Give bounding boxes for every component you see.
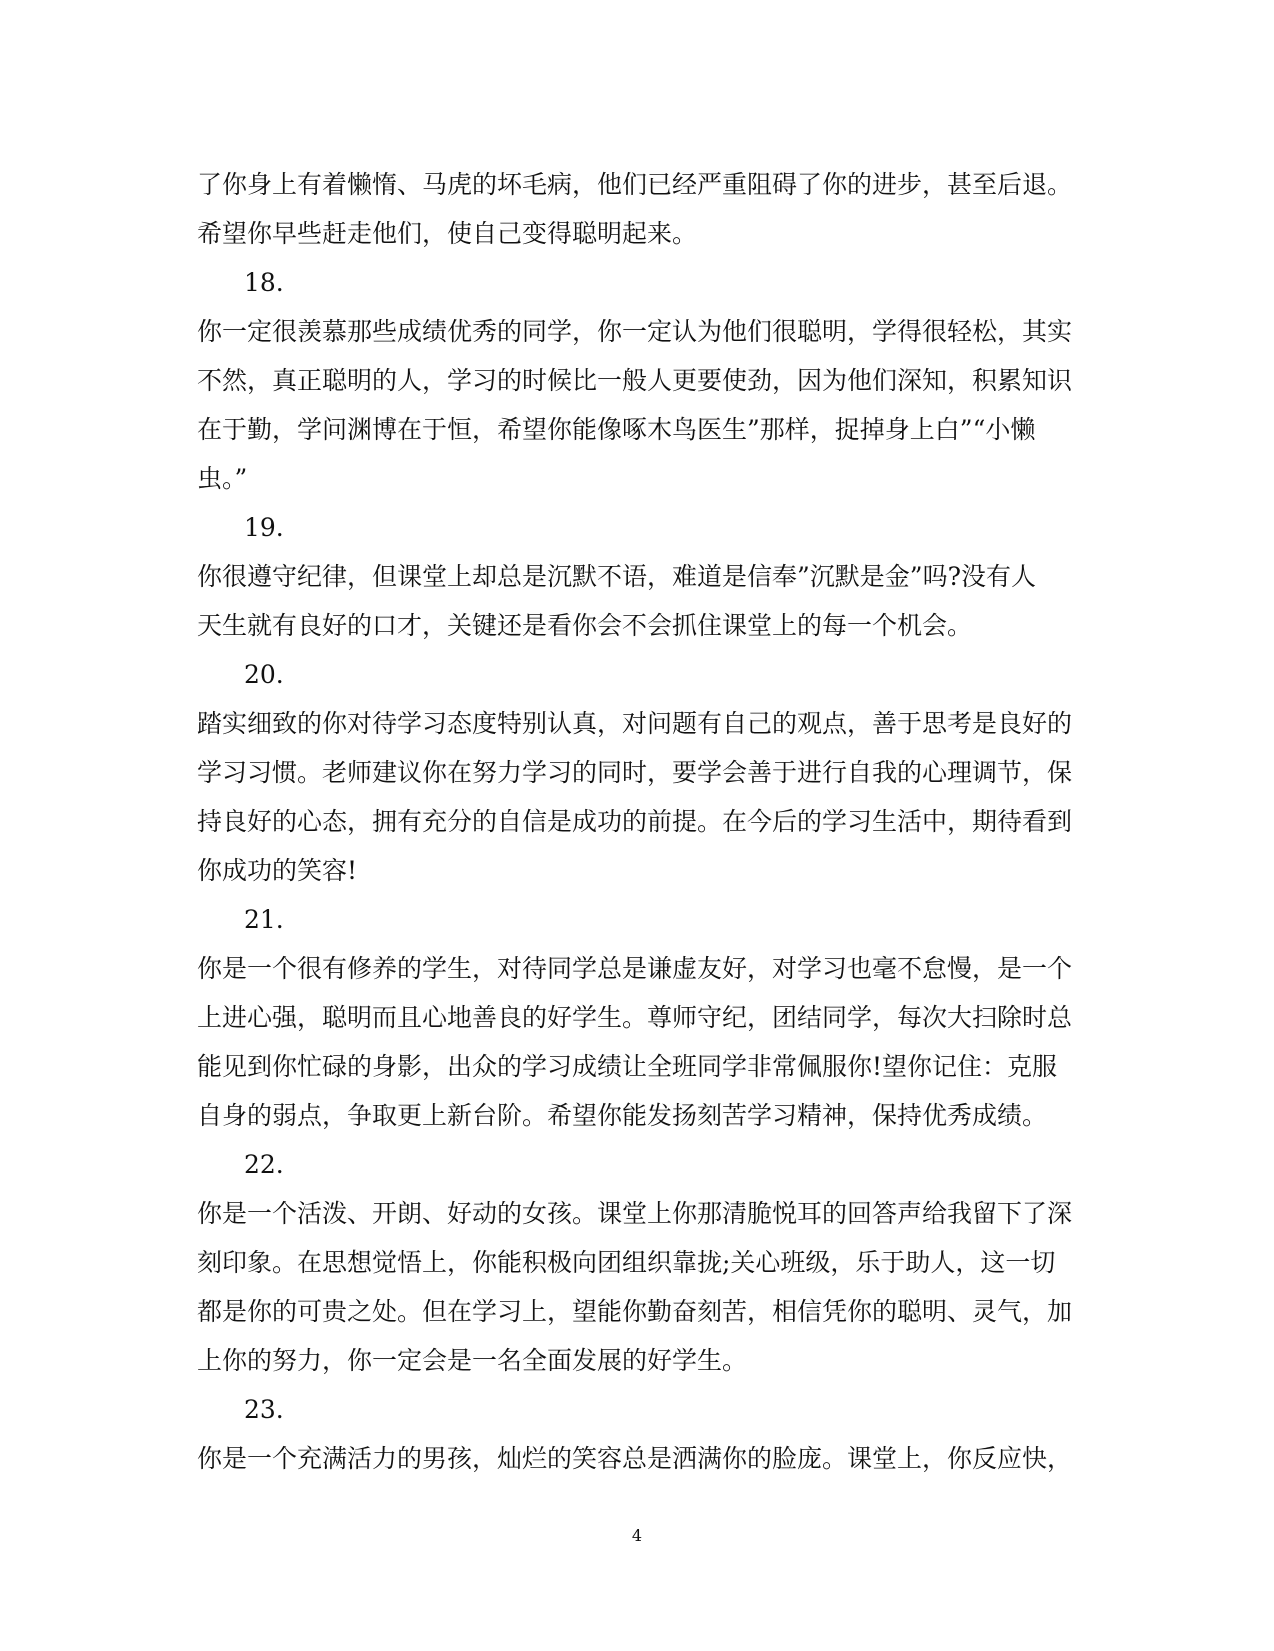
text-line: 在于勤，学问渊博在于恒，希望你能像啄木鸟医生”那样，捉掉身上白”“小懒: [197, 415, 1036, 444]
item-number: 21.: [244, 905, 284, 934]
text-line: 持良好的心态，拥有充分的自信是成功的前提。在今后的学习生活中，期待看到: [197, 807, 1073, 836]
text-line: 你很遵守纪律，但课堂上却总是沉默不语，难道是信奉”沉默是金”吗?没有人: [197, 562, 1036, 591]
text-line: 你是一个活泼、开朗、好动的女孩。课堂上你那清脆悦耳的回答声给我留下了深: [197, 1199, 1073, 1228]
item-number: 23.: [244, 1395, 284, 1424]
text-line: 踏实细致的你对待学习态度特别认真，对问题有自己的观点，善于思考是良好的: [197, 709, 1073, 738]
item-number: 20.: [244, 660, 284, 689]
text-line: 你是一个很有修养的学生，对待同学总是谦虚友好，对学习也毫不怠慢，是一个: [197, 954, 1073, 983]
text-line: 了你身上有着懒惰、马虎的坏毛病，他们已经严重阻碍了你的进步，甚至后退。: [197, 170, 1073, 199]
text-line: 虫。”: [197, 464, 248, 493]
text-line: 你一定很羡慕那些成绩优秀的同学，你一定认为他们很聪明，学得很轻松，其实: [197, 317, 1073, 346]
text-line: 不然，真正聪明的人，学习的时候比一般人更要使劲，因为他们深知，积累知识: [197, 366, 1073, 395]
text-line: 希望你早些赶走他们，使自己变得聪明起来。: [197, 219, 698, 248]
text-line: 你成功的笑容!: [197, 856, 358, 885]
text-line: 刻印象。在思想觉悟上，你能积极向团组织靠拢;关心班级，乐于助人，这一切: [197, 1248, 1056, 1277]
item-number: 18.: [244, 268, 284, 297]
page-number: 4: [631, 1526, 643, 1545]
text-line: 学习习惯。老师建议你在努力学习的同时，要学会善于进行自我的心理调节，保: [197, 758, 1073, 787]
text-line: 自身的弱点，争取更上新台阶。希望你能发扬刻苦学习精神，保持优秀成绩。: [197, 1101, 1048, 1130]
text-line: 上进心强，聪明而且心地善良的好学生。尊师守纪，团结同学，每次大扫除时总: [197, 1003, 1073, 1032]
text-line: 你是一个充满活力的男孩，灿烂的笑容总是洒满你的脸庞。课堂上，你反应快，: [197, 1444, 1073, 1473]
text-line: 天生就有良好的口才，关键还是看你会不会抓住课堂上的每一个机会。: [197, 611, 973, 640]
text-line: 都是你的可贵之处。但在学习上，望能你勤奋刻苦，相信凭你的聪明、灵气，加: [197, 1297, 1073, 1326]
document-body: [197, 160, 1075, 1483]
text-line: 能见到你忙碌的身影，出众的学习成绩让全班同学非常佩服你!望你记住：克服: [197, 1052, 1058, 1081]
item-number: 22.: [244, 1150, 284, 1179]
item-number: 19.: [244, 513, 284, 542]
text-line: 上你的努力，你一定会是一名全面发展的好学生。: [197, 1346, 748, 1375]
